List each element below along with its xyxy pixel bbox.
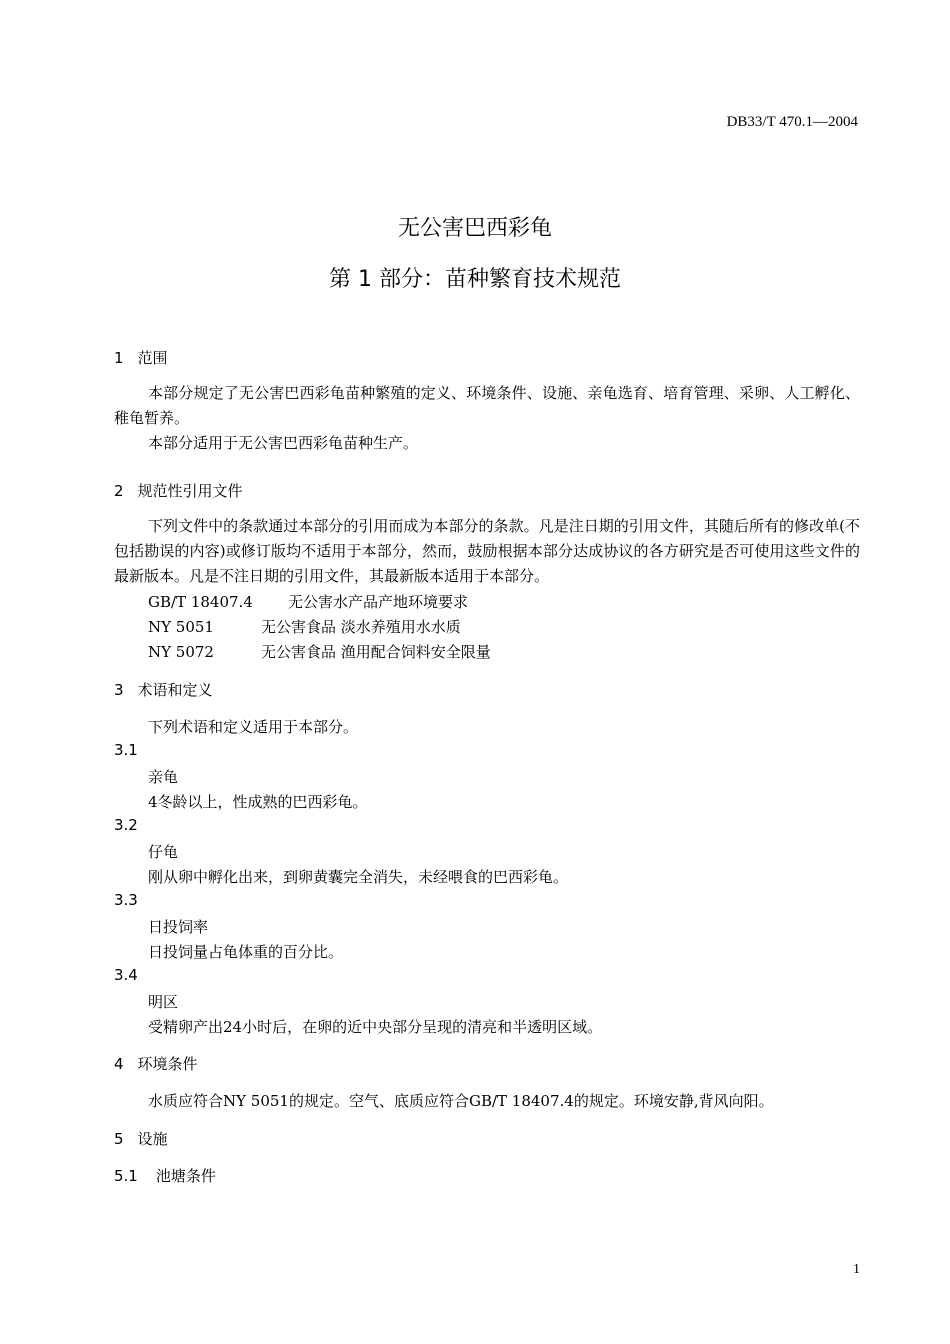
section-1-heading xyxy=(114,347,168,368)
section-3-heading xyxy=(114,679,213,700)
term-definition: 4冬龄以上，性成熟的巴西彩龟。 xyxy=(148,793,368,811)
reference-code: GB/T 18407.4 xyxy=(148,593,253,611)
section-title: 设施 xyxy=(137,1130,168,1148)
subsection-title: 池塘条件 xyxy=(155,1167,216,1185)
term-number: 3.1 xyxy=(114,741,138,759)
reference-title: 无公害食品 淡水养殖用水水质 xyxy=(261,618,461,636)
section-title: 环境条件 xyxy=(137,1055,198,1073)
section-number: 1 xyxy=(114,349,124,367)
term-number: 3.3 xyxy=(114,891,138,909)
term-number: 3.4 xyxy=(114,966,138,984)
section-2-paragraph-1: 下列文件中的条款通过本部分的引用而成为本部分的条款。凡是注日期的引用文件，其随后所有的修改单(不包括勘误的内容)或修订版均不适用于本部分，然而，鼓励根据本部分达成协议的各方研究是否可使用这些文件的最新版本。凡是不注日期的引用文件，其最新版本适用于本部分。 xyxy=(114,517,860,585)
section-title: 范围 xyxy=(137,349,168,367)
section-number: 4 xyxy=(114,1055,124,1073)
term-definition: 刚从卵中孵化出来，到卵黄囊完全消失，未经喂食的巴西彩龟。 xyxy=(148,868,569,886)
subsection-5-1-heading xyxy=(114,1165,216,1186)
section-title: 术语和定义 xyxy=(137,681,213,699)
reference-title: 无公害水产品产地环境要求 xyxy=(288,593,469,611)
section-4-paragraph-1: 水质应符合NY 5051的规定。空气、底质应符合GB/T 18407.4的规定。环境安静,背风向阳。 xyxy=(148,1092,774,1110)
section-1-paragraph-1: 本部分规定了无公害巴西彩龟苗种繁殖的定义、环境条件、设施、亲龟选育、培育管理、采卵、人工孵化、稚龟暂养。 xyxy=(114,384,860,427)
term-name: 日投饲率 xyxy=(148,918,209,936)
reference-item xyxy=(148,616,461,637)
section-number: 5 xyxy=(114,1130,124,1148)
section-4-heading xyxy=(114,1053,198,1074)
term-name: 仔龟 xyxy=(148,843,179,861)
section-title: 规范性引用文件 xyxy=(137,482,243,500)
section-number: 3 xyxy=(114,681,124,699)
term-name: 亲龟 xyxy=(148,768,179,786)
term-definition: 日投饲量占龟体重的百分比。 xyxy=(148,943,344,961)
document-title: 无公害巴西彩龟 xyxy=(397,216,552,241)
document-code: DB33/T 470.1—2004 xyxy=(726,114,858,130)
term-name: 明区 xyxy=(148,993,179,1011)
reference-title: 无公害食品 渔用配合饲料安全限量 xyxy=(261,643,491,661)
page-number: 1 xyxy=(853,1262,860,1277)
reference-code: NY 5051 xyxy=(148,618,214,636)
document-subtitle: 第 1 部分：苗种繁育技术规范 xyxy=(329,267,621,292)
reference-item xyxy=(148,641,491,662)
reference-code: NY 5072 xyxy=(148,643,214,661)
subsection-number: 5.1 xyxy=(114,1167,138,1185)
section-2-heading xyxy=(114,480,243,501)
term-definition: 受精卵产出24小时后，在卵的近中央部分呈现的清亮和半透明区域。 xyxy=(148,1018,603,1036)
section-1-paragraph-2: 本部分适用于无公害巴西彩龟苗种生产。 xyxy=(148,434,419,452)
section-5-heading xyxy=(114,1128,168,1149)
section-number: 2 xyxy=(114,482,124,500)
reference-item xyxy=(148,591,468,612)
term-number: 3.2 xyxy=(114,816,138,834)
section-3-intro: 下列术语和定义适用于本部分。 xyxy=(148,718,359,736)
